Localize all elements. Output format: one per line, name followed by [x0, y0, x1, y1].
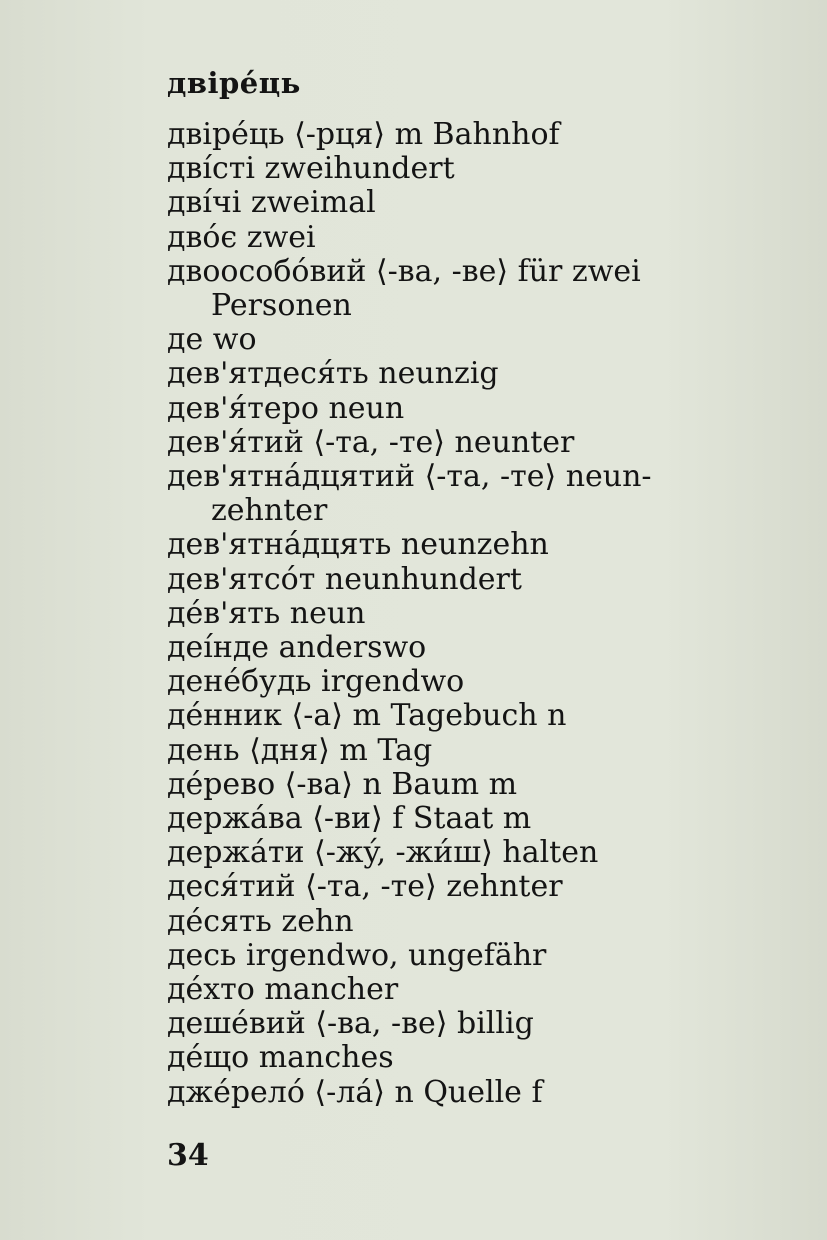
- entry-text: десь irgendwo, ungefähr: [167, 937, 547, 973]
- dictionary-entry: [167, 768, 792, 802]
- page-number: 34: [167, 1138, 209, 1173]
- dictionary-entry: [167, 392, 792, 426]
- entry-text: держáва ⟨-ви⟩ f Staat m: [167, 801, 532, 837]
- dictionary-entry: [167, 528, 792, 562]
- dictionary-entry: [167, 426, 792, 460]
- dictionary-entry: [167, 699, 792, 733]
- entry-text: дев'ятнáдцятий ⟨-та, -те⟩ neun-: [167, 459, 652, 495]
- dictionary-entry: [167, 323, 792, 357]
- dictionary-entry: [167, 1076, 792, 1110]
- entry-text: дев'я́тий ⟨-та, -те⟩ neunter: [167, 424, 575, 460]
- entry-text: дéщо manches: [167, 1040, 394, 1076]
- entry-text: дев'я́теро neun: [167, 390, 405, 426]
- entry-text: двíсті zweihundert: [167, 151, 455, 187]
- entry-text: дешéвий ⟨-ва, -ве⟩ billig: [167, 1006, 534, 1042]
- dictionary-entry: [167, 152, 792, 186]
- entry-text: дев'ятнáдцять neunzehn: [167, 527, 549, 563]
- dictionary-entry: [167, 905, 792, 939]
- dictionary-entry: [167, 870, 792, 904]
- dictionary-entry: [167, 973, 792, 1007]
- dictionary-entry: [167, 118, 792, 152]
- dictionary-entry: [167, 631, 792, 665]
- dictionary-entry: [167, 734, 792, 768]
- dictionary-entry: [167, 186, 792, 220]
- entry-text: дéсять zehn: [167, 903, 354, 939]
- dictionary-entry: [167, 1007, 792, 1041]
- entry-text: деíнде anderswo: [167, 630, 427, 666]
- entry-text: дев'ятсóт neunhundert: [167, 561, 522, 597]
- dictionary-entry: [167, 665, 792, 699]
- dictionary-entry: [167, 255, 792, 323]
- dictionary-entry: [167, 563, 792, 597]
- entry-text: день ⟨дня⟩ m Tag: [167, 732, 433, 768]
- entry-text: дéрево ⟨-ва⟩ n Baum m: [167, 766, 518, 802]
- entry-text: дéв'ять neun: [167, 595, 366, 631]
- entry-continuation: Personen: [211, 288, 352, 324]
- running-head: двірéць: [167, 66, 301, 100]
- entry-text: двíчі zweimal: [167, 185, 376, 221]
- dictionary-entry: [167, 939, 792, 973]
- dictionary-entry: [167, 1041, 792, 1075]
- entry-text: держáти ⟨-жý, -жи́ш⟩ halten: [167, 835, 599, 871]
- entry-text: двоособóвий ⟨-ва, -ве⟩ für zwei: [167, 253, 641, 289]
- entry-text: дев'ятдеся́ть neunzig: [167, 356, 499, 392]
- entry-text: двірéць ⟨-рця⟩ m Bahnhof: [167, 117, 560, 152]
- dictionary-entry: [167, 836, 792, 870]
- entry-text: двóє zwei: [167, 219, 316, 255]
- entry-continuation: zehnter: [211, 493, 328, 529]
- dictionary-entry: [167, 802, 792, 836]
- entry-text: дéхто mancher: [167, 972, 399, 1008]
- entry-text: де wo: [167, 322, 257, 358]
- dictionary-entry: [167, 597, 792, 631]
- entry-text: джéрело́ ⟨-лá⟩ n Quelle f: [167, 1074, 543, 1110]
- dictionary-entry: [167, 357, 792, 391]
- entry-text: деся́тий ⟨-та, -те⟩ zehnter: [167, 869, 563, 905]
- entry-text: дéнник ⟨-а⟩ m Tagebuch n: [167, 698, 567, 734]
- entry-text: денéбудь irgendwo: [167, 664, 465, 700]
- dictionary-entry: [167, 221, 792, 255]
- entry-list: [167, 118, 792, 1110]
- dictionary-entry: [167, 460, 792, 528]
